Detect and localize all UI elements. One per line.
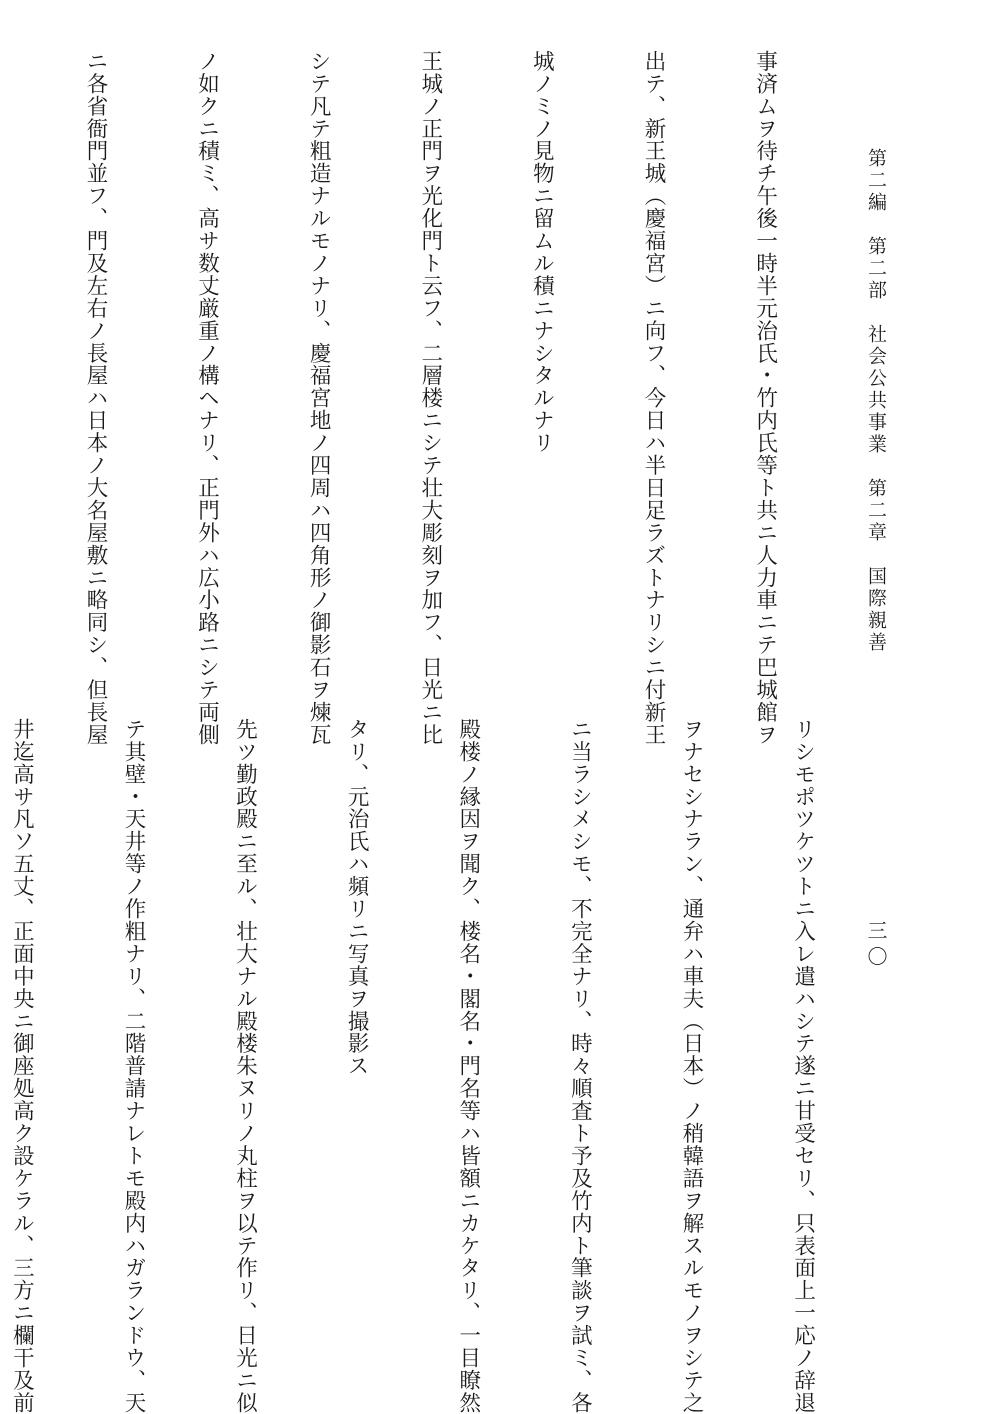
text-column: 城ノミノ見物ニ留ムル積ニナシタルナリ <box>529 50 555 455</box>
text-column: 王城ノ正門ヲ光化門ト云フ、二層楼ニシテ壮大彫刻ヲ加フ、日光ニ比 <box>417 50 443 746</box>
lower-text-block <box>9 718 896 1414</box>
text-column: 先ツ勤政殿ニ至ル、壮大ナル殿楼朱ヌリノ丸柱ヲ以テ作リ、日光ニ似 <box>232 718 258 1414</box>
text-column: ニ各省衙門並フ、門及左右ノ長屋ハ日本ノ大名屋敷ニ略同シ、但長屋 <box>82 50 108 746</box>
text-column: ノ如クニ積ミ、高サ数丈厳重ノ構ヘナリ、正門外ハ広小路ニシテ両側 <box>194 50 220 746</box>
text-column: 井迄高サ凡ソ五丈、正面中央ニ御座処高ク設ケラル、三方ニ欄干及前 <box>9 718 35 1414</box>
text-column: 事済ムヲ待チ午後一時半元治氏・竹内氏等ト共ニ人力車ニテ巴城館ヲ <box>752 50 778 746</box>
text-column: 殿楼ノ縁因ヲ聞ク、楼名・閣名・門名等ハ皆額ニカケタリ、一目瞭然 <box>455 718 481 1414</box>
text-column: タリ、元治氏ハ頻リニ写真ヲ撮影ス <box>344 718 370 1078</box>
text-column: テ其壁・天井等ノ作粗ナリ、二階普請ナレトモ殿内ハガランドウ、天 <box>120 718 146 1414</box>
text-column: ニ当ラシメシモ、不完全ナリ、時々順査ト予及竹内ト筆談ヲ試ミ、各 <box>567 718 593 1414</box>
page-number: 三〇 <box>864 920 888 972</box>
text-column: 出テ、新王城（慶福宮）ニ向フ、今日ハ半日足ラズトナリシニ付新王 <box>640 50 666 746</box>
running-head: 第二編 第二部 社会公共事業 第二章 国際親善 <box>865 148 887 654</box>
text-column <box>0 50 2 686</box>
upper-text-block <box>78 50 858 746</box>
text-column: シテ凡テ粗造ナルモノナリ、慶福宮地ノ四周ハ四角形ノ御影石ヲ煉瓦 <box>306 50 332 746</box>
text-column: リシモポツケツトニ入レ遣ハシテ遂ニ甘受セリ、只表面上一応ノ辞退 <box>790 718 816 1414</box>
text-column: ヲナセシナラン、通弁ハ車夫（日本）ノ稍韓語ヲ解スルモノヲシテ之 <box>678 718 704 1414</box>
